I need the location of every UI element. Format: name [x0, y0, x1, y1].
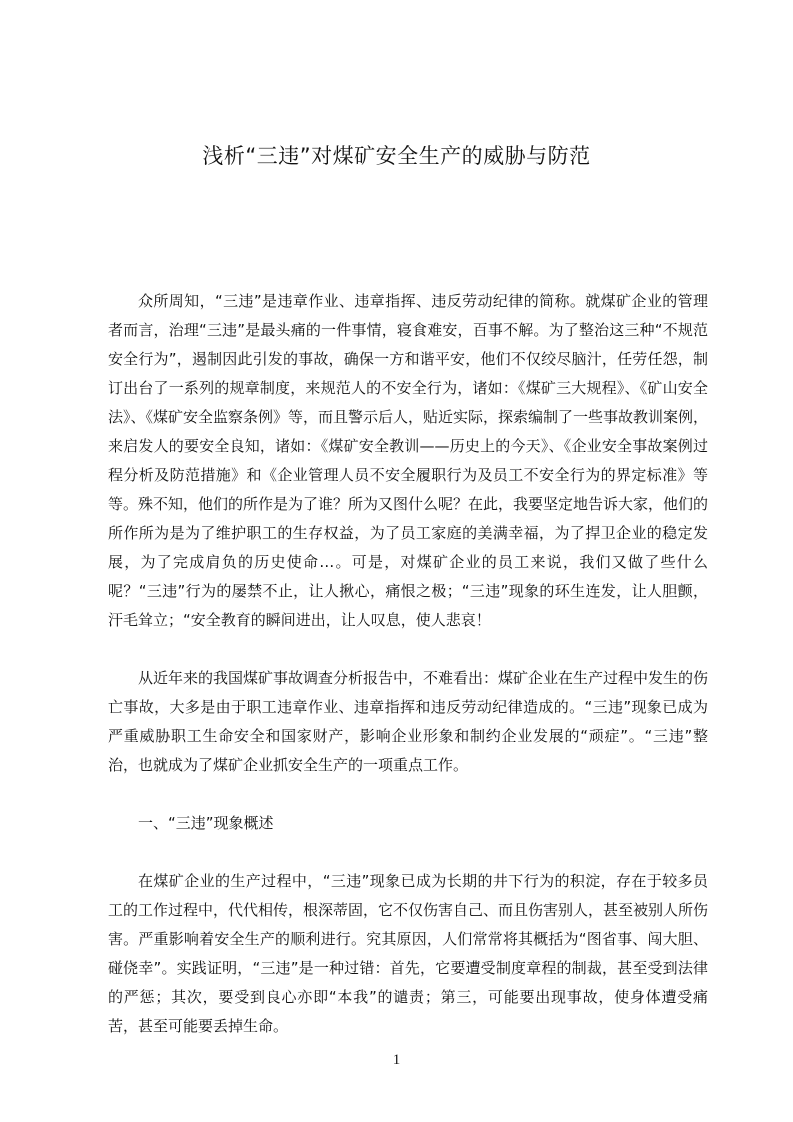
- section-heading: 一、“三违”现象概述: [138, 814, 274, 832]
- document-body: [108, 287, 708, 1041]
- page-number: 1: [392, 1052, 401, 1068]
- paragraph-section-overview: 在煤矿企业的生产过程中，“三违”现象已成为长期的井下行为的积淀，存在于较多员工的工作过程中，代代相传，根深蒂固，它不仅伤害自己、而且伤害别人，甚至被别人所伤害。严重影响着安全生产的顺利进行。究其原因，人们常常将其概括为“图省事、闯大胆、碰侥幸”。实践证明，“三违”是一种过错：首先，它要遭受制度章程的制裁，甚至受到法律的严惩；其次，要受到良心亦即“本我”的谴责；第三，可能要出现事故，使身体遭受痛苦，甚至可能要丢掉生命。: [108, 872, 709, 1035]
- paragraph-accident-analysis: 从近年来的我国煤矿事故调查分析报告中，不难看出：煤矿企业在生产过程中发生的伤亡事故，大多是由于职工违章作业、违章指挥和违反劳动纪律造成的。“三违”现象已成为严重威胁职工生命安全和国家财产，影响企业形象和制约企业发展的“顽症”。“三违”整治，也就成为了煤矿企业抓安全生产的一项重点工作。: [108, 669, 709, 774]
- document-title: 浅析“三违”对煤矿安全生产的威胁与防范: [202, 144, 591, 168]
- paragraph-intro: 众所周知，“三违”是违章作业、违章指挥、违反劳动纪律的简称。就煤矿企业的管理者而言，治理“三违”是最头痛的一件事情，寝食难安，百事不解。为了整治这三种“不规范安全行为”，遏制因此引发的事故，确保一方和谐平安，他们不仅绞尽脑汁，任劳任怨，制订出台了一系列的规章制度，来规范人的不安全行为，诸如：《煤矿三大规程》、《矿山安全法》、《煤矿安全监察条例》等，而且警示后人，贴近实际，探索编制了一些事故教训案例，来启发人的要安全良知，诸如：《煤矿安全教训——历史上的今天》、《企业安全事故案例过程分析及防范措施》和《企业管理人员不安全履职行为及员工不安全行为的界定标准》等等。殊不知，他们的所作是为了谁？所为又图什么呢？在此，我要坚定地告诉大家，他们的所作所为是为了维护职工的生存权益，为了员工家庭的美满幸福，为了捍卫企业的稳定发展，为了完成肩负的历史使命…。可是，对煤矿企业的员工来说，我们又做了些什么呢？“三违”行为的屡禁不止，让人揪心，痛恨之极；“三违”现象的环生连发，让人胆颤，汗毛耸立；“安全教育的瞬间进出，让人叹息，使人悲哀！: [108, 292, 709, 629]
